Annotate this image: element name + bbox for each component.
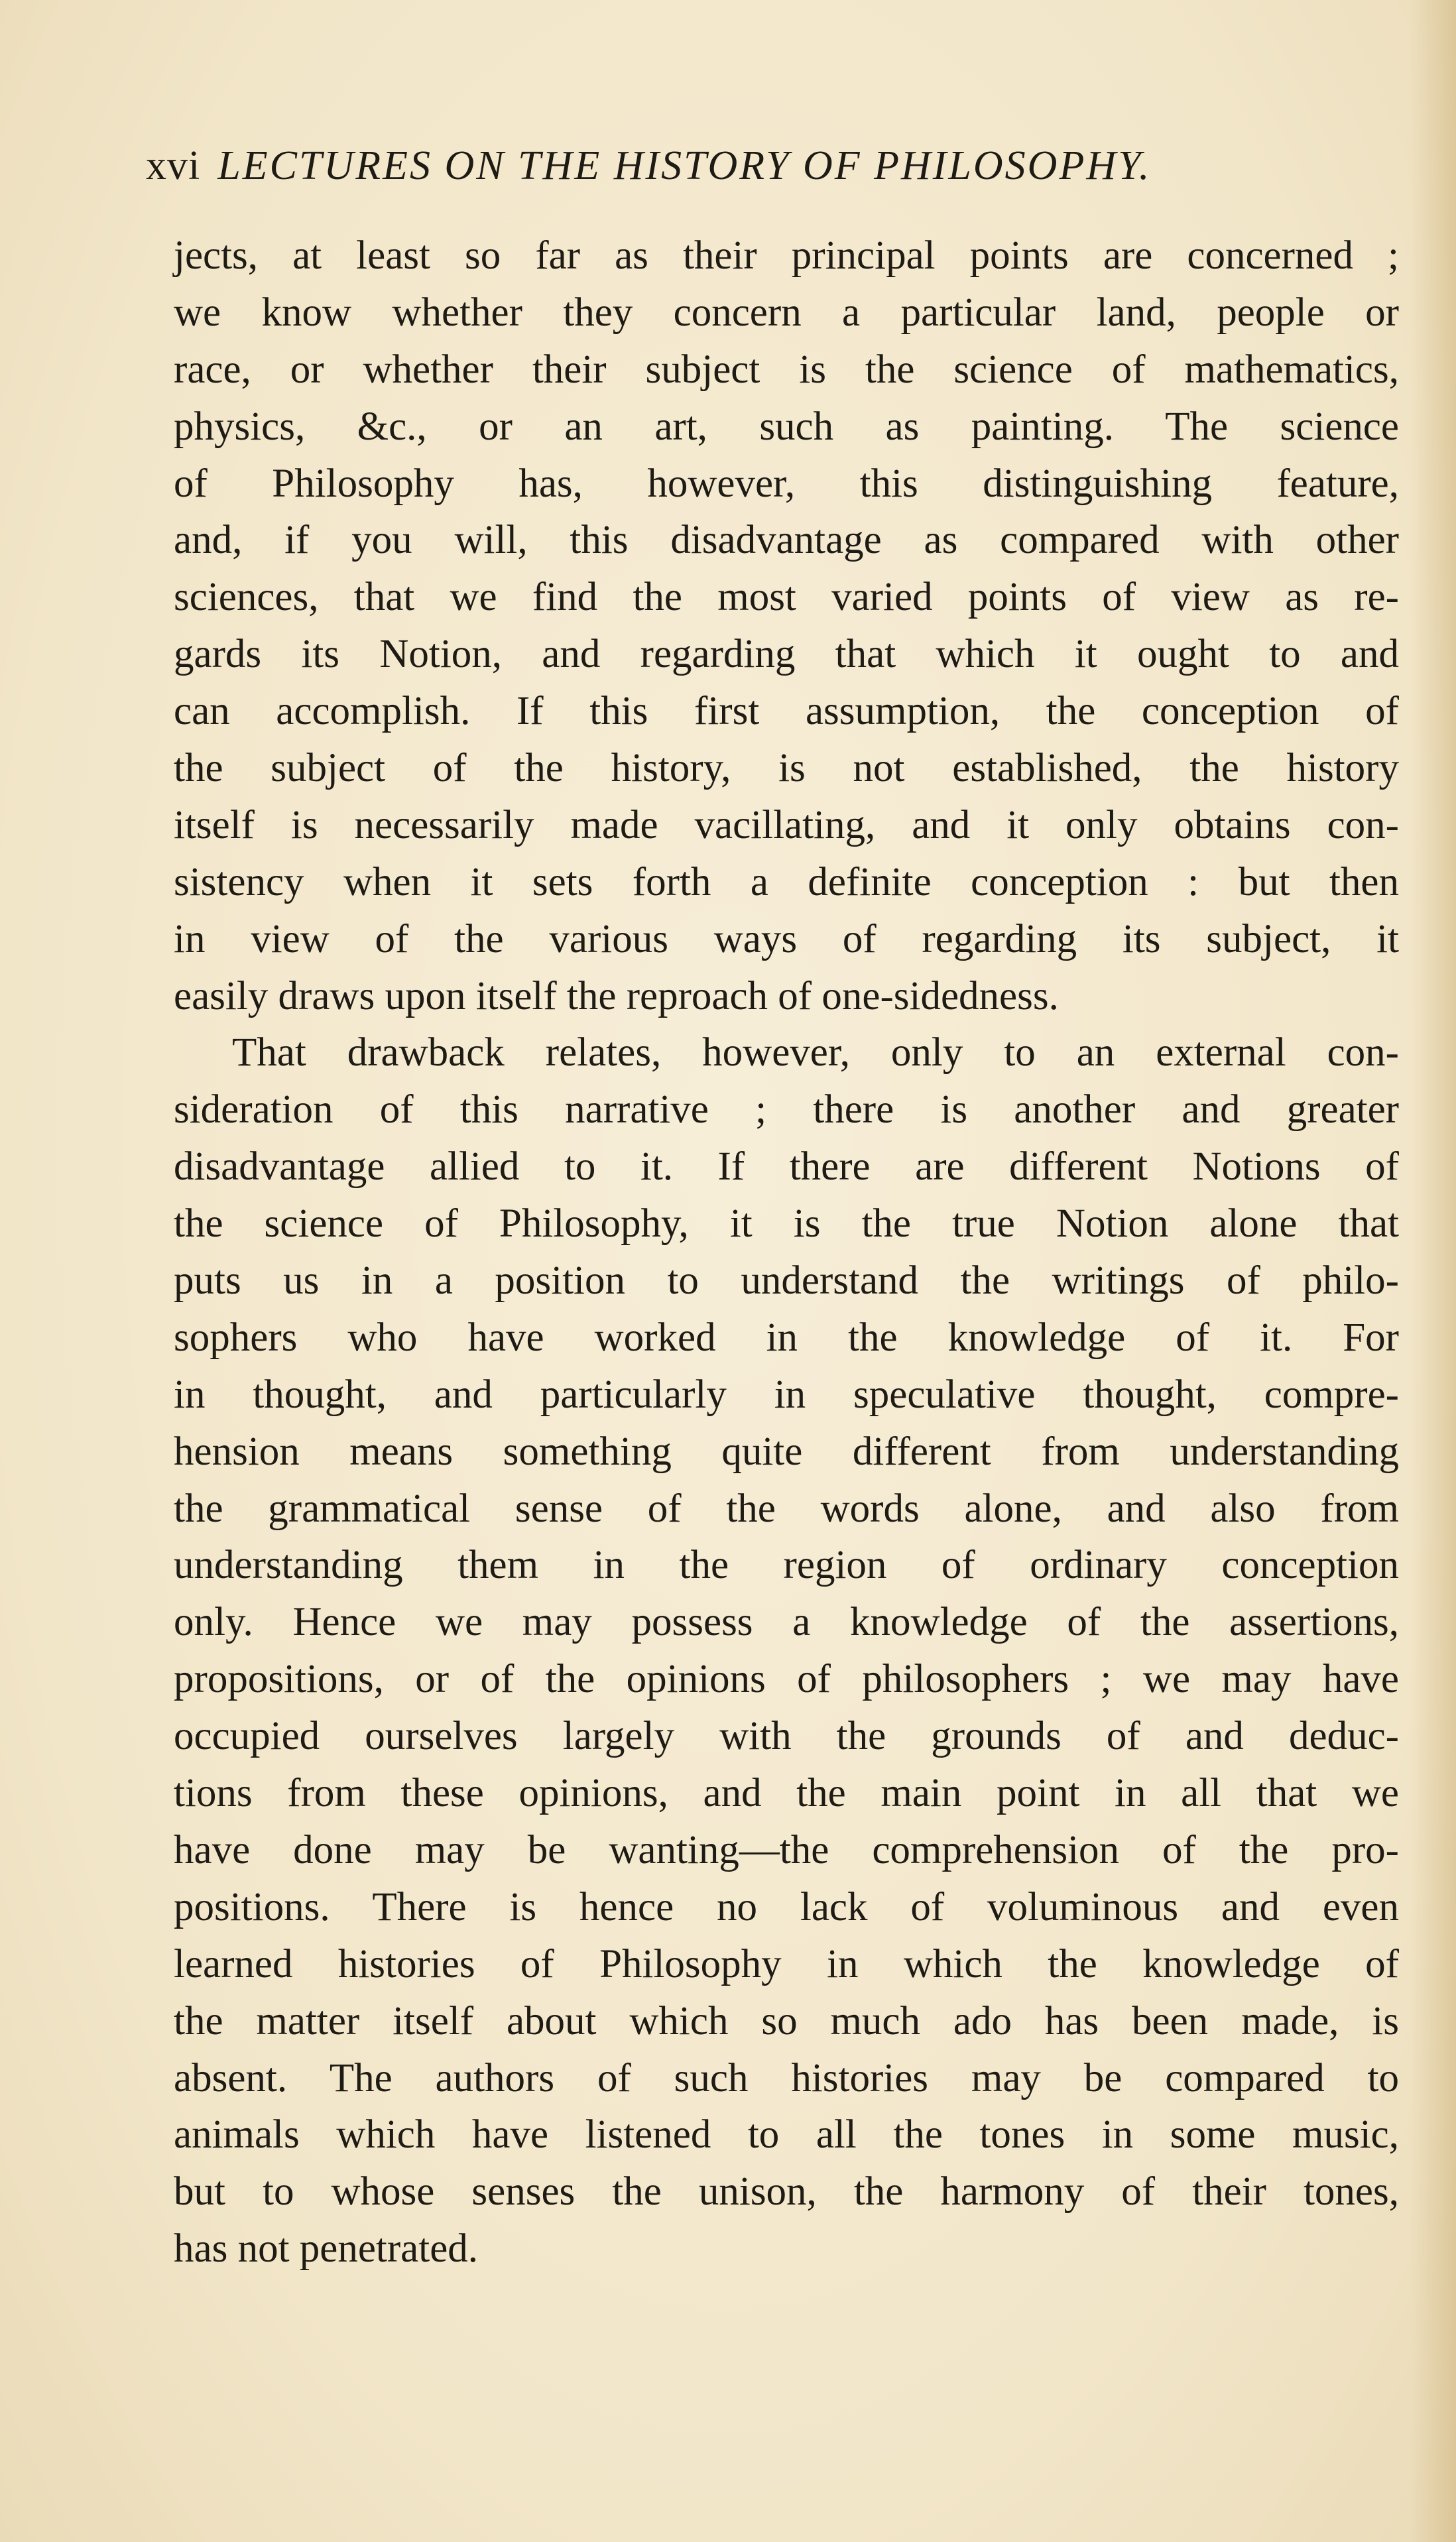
text-line: have done may be wanting—the comprehension of the pro-	[174, 1827, 1399, 1872]
page-edge-shadow	[1410, 0, 1456, 2542]
text-line: physics, &c., or an art, such as painting. The science	[174, 404, 1399, 449]
text-line: jects, at least so far as their principal points are concerned ;	[174, 233, 1399, 278]
text-line: only. Hence we may possess a knowledge of the assertions,	[174, 1600, 1399, 1645]
text-line: race, or whether their subject is the science of mathematics,	[174, 347, 1399, 392]
text-line: disadvantage allied to it. If there are different Notions of	[174, 1144, 1399, 1189]
text-line: the subject of the history, is not established, the history	[174, 746, 1399, 791]
text-line: learned histories of Philosophy in which the knowledge of	[174, 1941, 1399, 1986]
text-line: That drawback relates, however, only to an external con-	[232, 1030, 1399, 1075]
page-number: xvi	[146, 143, 201, 188]
text-line: puts us in a position to understand the writings of philo-	[174, 1258, 1399, 1303]
body-text	[174, 227, 1399, 2277]
header-title: LECTURES ON THE HISTORY OF PHILOSOPHY.	[217, 143, 1152, 188]
text-line: has not penetrated.	[174, 2226, 479, 2271]
text-line: of Philosophy has, however, this distinguishing feature,	[174, 461, 1399, 506]
text-line: we know whether they concern a particular land, people or	[174, 290, 1399, 335]
text-line: gards its Notion, and regarding that which it ought to and	[174, 632, 1399, 677]
running-head	[146, 136, 1359, 196]
text-line: in view of the various ways of regarding its subject, it	[174, 916, 1399, 961]
text-line: the grammatical sense of the words alone, and also from	[174, 1486, 1399, 1531]
paragraph-2	[174, 1024, 1399, 2277]
paragraph-1	[174, 227, 1399, 1024]
text-line: positions. There is hence no lack of voluminous and even	[174, 1884, 1399, 1929]
text-line: sistency when it sets forth a definite conception : but then	[174, 859, 1399, 904]
text-line: can accomplish. If this first assumption, the conception of	[174, 689, 1399, 734]
text-line: sideration of this narrative ; there is another and greater	[174, 1087, 1399, 1132]
text-line: occupied ourselves largely with the grounds of and deduc-	[174, 1714, 1399, 1759]
text-line: itself is necessarily made vacillating, and it only obtains con-	[174, 802, 1399, 847]
text-line: the science of Philosophy, it is the true Notion alone that	[174, 1201, 1399, 1246]
text-line: sophers who have worked in the knowledge of it. For	[174, 1315, 1399, 1360]
text-line: tions from these opinions, and the main point in all that we	[174, 1771, 1399, 1816]
text-line: understanding them in the region of ordinary conception	[174, 1543, 1399, 1588]
text-line: in thought, and particularly in speculative thought, compre-	[174, 1372, 1399, 1417]
text-line: and, if you will, this disadvantage as compared with other	[174, 518, 1399, 563]
text-line: absent. The authors of such histories may be compared to	[174, 2055, 1399, 2100]
text-line: easily draws upon itself the reproach of one-sidedness.	[174, 973, 1059, 1018]
text-line: the matter itself about which so much ado has been made, is	[174, 1998, 1399, 2043]
text-line: propositions, or of the opinions of philosophers ; we may have	[174, 1657, 1399, 1702]
text-line: animals which have listened to all the tones in some music,	[174, 2112, 1399, 2157]
text-line: but to whose senses the unison, the harmony of their tones,	[174, 2169, 1399, 2214]
text-line: sciences, that we find the most varied points of view as re-	[174, 575, 1399, 620]
text-line: hension means something quite different from understanding	[174, 1429, 1399, 1474]
